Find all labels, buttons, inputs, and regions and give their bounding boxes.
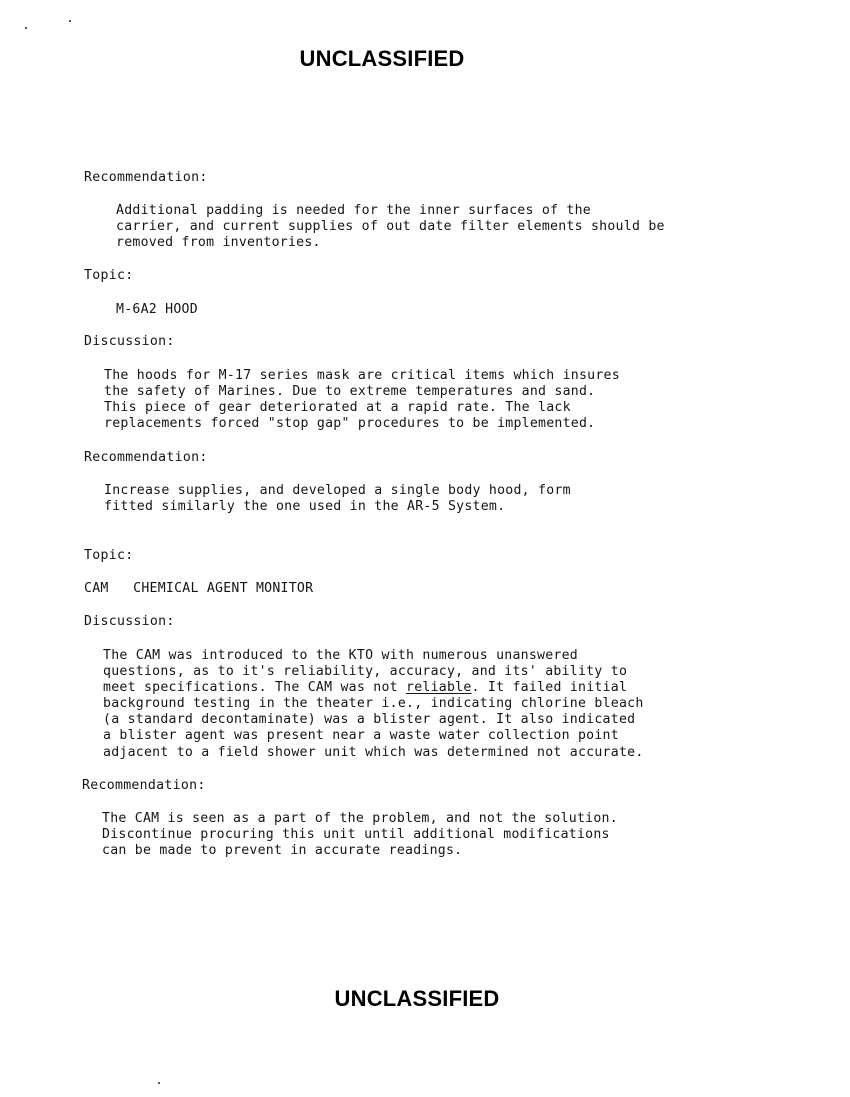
section-heading: Recommendation:	[84, 170, 208, 185]
body-line: adjacent to a field shower unit which was determined not accurate.	[103, 745, 644, 760]
body-line: This piece of gear deteriorated at a rapid rate. The lack	[104, 400, 571, 415]
body-line: replacements forced "stop gap" procedures to be implemented.	[104, 416, 596, 431]
section-heading: Topic:	[84, 548, 134, 563]
section-heading: Recommendation:	[82, 778, 206, 793]
body-line: Increase supplies, and developed a single body hood, form	[104, 483, 571, 498]
underlined-word: reliable	[406, 680, 472, 695]
section-heading: Discussion:	[84, 334, 175, 349]
section-heading: Discussion:	[84, 614, 175, 629]
classification-banner-bottom: UNCLASSIFIED	[334, 986, 500, 1011]
scan-speck	[25, 27, 27, 29]
body-text: meet specifications. The CAM was not	[103, 680, 407, 695]
body-line: a blister agent was present near a waste water collection point	[103, 728, 619, 743]
topic-title: M-6A2 HOOD	[116, 302, 198, 317]
section-heading: Recommendation:	[84, 450, 208, 465]
body-line: (a standard decontaminate) was a blister agent. It also indicated	[103, 712, 636, 727]
body-line: The CAM was introduced to the KTO with numerous unanswered	[103, 648, 578, 663]
body-line: can be made to prevent in accurate readings.	[102, 843, 463, 858]
classification-banner-top: UNCLASSIFIED	[299, 46, 465, 71]
body-line: fitted similarly the one used in the AR-5 System.	[104, 499, 506, 514]
body-line: background testing in the theater i.e., indicating chlorine bleach	[103, 696, 644, 711]
body-line: removed from inventories.	[116, 235, 321, 250]
body-line: The hoods for M-17 series mask are critical items which insures	[104, 368, 620, 383]
scan-speck	[158, 1082, 160, 1084]
body-line	[103, 680, 627, 696]
body-line: carrier, and current supplies of out date filter elements should be	[116, 219, 665, 234]
body-line: the safety of Marines. Due to extreme temperatures and sand.	[104, 384, 596, 399]
section-heading: Topic:	[84, 268, 134, 283]
body-line: Additional padding is needed for the inner surfaces of the	[116, 203, 591, 218]
body-line: The CAM is seen as a part of the problem, and not the solution.	[102, 811, 618, 826]
scan-speck	[69, 20, 71, 22]
body-line: questions, as to it's reliability, accuracy, and its' ability to	[103, 664, 628, 679]
topic-title: CAM CHEMICAL AGENT MONITOR	[84, 581, 314, 596]
body-line: Discontinue procuring this unit until additional modifications	[102, 827, 610, 842]
body-text: . It failed initial	[471, 680, 628, 695]
